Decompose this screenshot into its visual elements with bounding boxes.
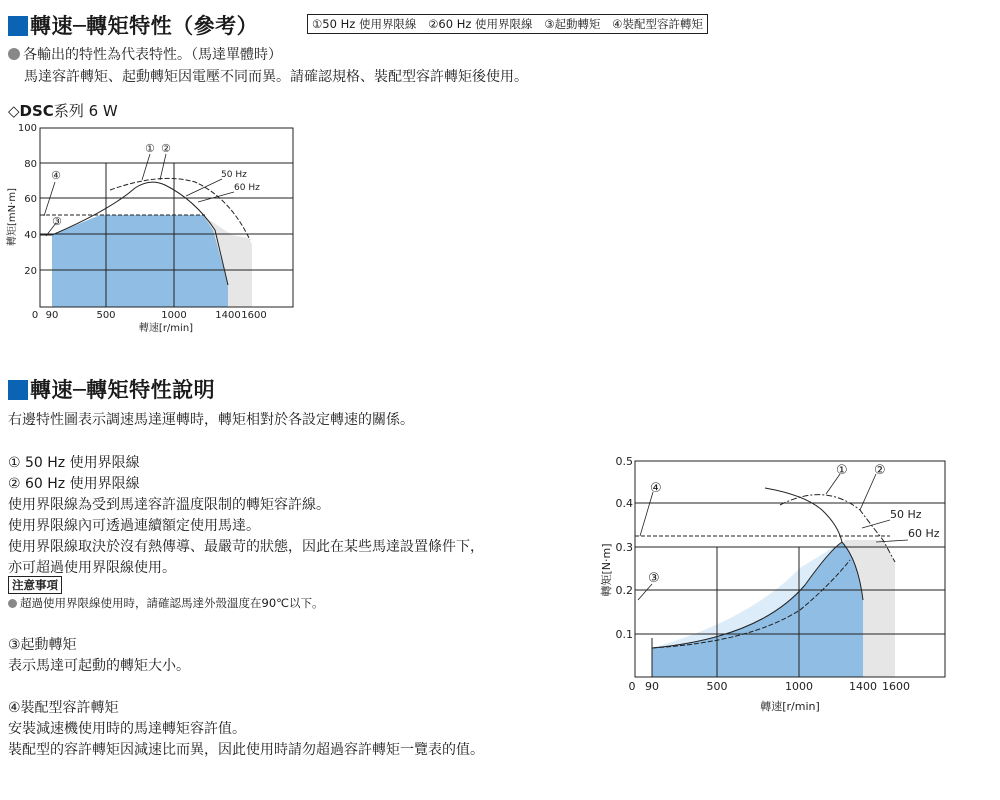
chart2-xtick-90: 90 [645, 680, 659, 693]
chart1 [0, 120, 320, 340]
chart2-ytick-0.5: 0.5 [615, 455, 633, 468]
item4-desc1: 安裝減速機使用時的馬達轉矩容許值。 [8, 721, 246, 737]
chart1-mark-1: ① [145, 142, 155, 155]
chart2-ytick-0.1: 0.1 [615, 628, 633, 641]
chart1-pointer-4 [44, 182, 55, 216]
legend-item-1: ①50 Hz 使用界限線 [312, 17, 417, 31]
chart1-xtick-1400: 1400 [215, 310, 241, 321]
chart2-mark-1: ① [836, 463, 848, 478]
chart1-ytick-100: 100 [17, 123, 37, 134]
chart2 [590, 450, 950, 720]
item4-heading: ④裝配型容許轉矩 [8, 700, 119, 716]
item12-desc4: 亦可超過使用界限線使用。 [8, 560, 176, 576]
chart2-pointer-3 [638, 584, 652, 600]
chart1-xtick-90: 90 [45, 310, 59, 321]
chart2-xtick-0: 0 [628, 680, 636, 693]
note-text [8, 595, 324, 611]
chart2-ytick-0.4: 0.4 [615, 497, 633, 510]
chart2-ytick-0.2: 0.2 [615, 584, 633, 597]
chart1-label-50hz: 50 Hz [221, 170, 247, 180]
legend-item-4: ④裝配型容許轉矩 [612, 17, 703, 31]
chart1-xtick-0: 0 [31, 310, 39, 321]
chart1-ytick-20: 20 [24, 266, 37, 277]
item12-desc3: 使用界限線取決於沒有熱傳導、最嚴苛的狀態，因此在某些馬達設置條件下， [8, 539, 484, 555]
item2-heading: ② 60 Hz 使用界限線 [8, 476, 140, 492]
section1-bullet-line2: 馬達容許轉矩、起動轉矩因電壓不同而異。請確認規格、裝配型容許轉矩後使用。 [24, 69, 528, 85]
chart2-ytick-0.3: 0.3 [615, 541, 633, 554]
section2-title [8, 374, 215, 404]
series-label-bold: DSC [19, 102, 54, 120]
legend-item-3: ③起動轉矩 [544, 17, 601, 31]
chart2-pointer-4 [640, 492, 653, 536]
note-dot-icon [8, 599, 17, 608]
chart2-xtick-1400: 1400 [849, 680, 877, 693]
chart1-blue-area [52, 215, 228, 307]
chart1-pointer-50hz [186, 179, 222, 196]
chart1-ytick-40: 40 [24, 230, 37, 241]
series-label-rest: 系列 6 W [53, 102, 118, 120]
chart2-mark-2: ② [874, 463, 886, 478]
title-square-icon-2 [8, 380, 28, 400]
chart1-pointer-60hz [198, 192, 234, 202]
chart2-mark-4: ④ [650, 481, 662, 496]
section2-title-text: 轉速─轉矩特性說明 [30, 378, 216, 402]
chart1-ytick-80: 80 [24, 159, 37, 170]
legend-item-2: ②60 Hz 使用界限線 [428, 17, 533, 31]
chart1-label-60hz: 60 Hz [234, 183, 260, 193]
chart1-mark-2: ② [161, 142, 171, 155]
section2-intro: 右邊特性圖表示調速馬達運轉時，轉矩相對於各設定轉速的關係。 [8, 412, 414, 428]
diamond-icon: ◇ [8, 102, 20, 120]
chart1-mark-3: ③ [52, 215, 62, 228]
chart1-xtick-500: 500 [96, 310, 116, 321]
bullet-dot-icon [8, 48, 20, 60]
title-square-icon [8, 16, 28, 36]
item4-desc2: 裝配型的容許轉矩因減速比而異，因此使用時請勿超過容許轉矩一覽表的值。 [8, 742, 484, 758]
item12-desc1: 使用界限線為受到馬達容許溫度限制的轉矩容許線。 [8, 497, 330, 513]
chart1-xtick-1000: 1000 [161, 310, 187, 321]
item1-heading: ① 50 Hz 使用界限線 [8, 455, 140, 471]
section1-title-text: 轉速─轉矩特性（參考） [30, 14, 259, 38]
chart1-ylabel: 轉矩[mN·m] [7, 188, 18, 246]
series-label [8, 100, 118, 121]
chart1-pointer-2 [160, 154, 166, 180]
chart1-ytick-60: 60 [24, 194, 37, 205]
legend-box [307, 14, 708, 34]
chart2-pointer-2 [860, 474, 876, 510]
section1-title [8, 10, 258, 40]
section1-bullet [8, 44, 282, 64]
chart1-xtick-1600: 1600 [241, 310, 267, 321]
chart2-ylabel: 轉矩[N·m] [600, 543, 613, 597]
chart2-pointer-50hz [862, 520, 890, 528]
item3-heading: ③起動轉矩 [8, 637, 77, 653]
chart2-xtick-1600: 1600 [882, 680, 910, 693]
item3-desc: 表示馬達可起動的轉矩大小。 [8, 658, 190, 674]
chart2-xlabel: 轉速[r/min] [760, 700, 820, 713]
chart1-mark-4: ④ [51, 169, 61, 182]
chart2-label-50hz: 50 Hz [890, 508, 922, 521]
chart1-xlabel: 轉速[r/min] [138, 323, 194, 334]
section1-bullet-text: 各輸出的特性為代表特性。（馬達單體時） [23, 47, 282, 63]
chart2-xtick-500: 500 [706, 680, 728, 693]
item12-desc2: 使用界限線內可透過連續額定使用馬達。 [8, 518, 260, 534]
chart1-pointer-1 [142, 154, 150, 180]
note-label: 注意事項 [8, 576, 62, 594]
note-text-body: 超過使用界限線使用時，請確認馬達外殼溫度在90℃以下。 [20, 596, 324, 610]
chart2-mark-3: ③ [648, 571, 660, 586]
chart2-xtick-1000: 1000 [785, 680, 813, 693]
chart2-label-60hz: 60 Hz [908, 527, 940, 540]
